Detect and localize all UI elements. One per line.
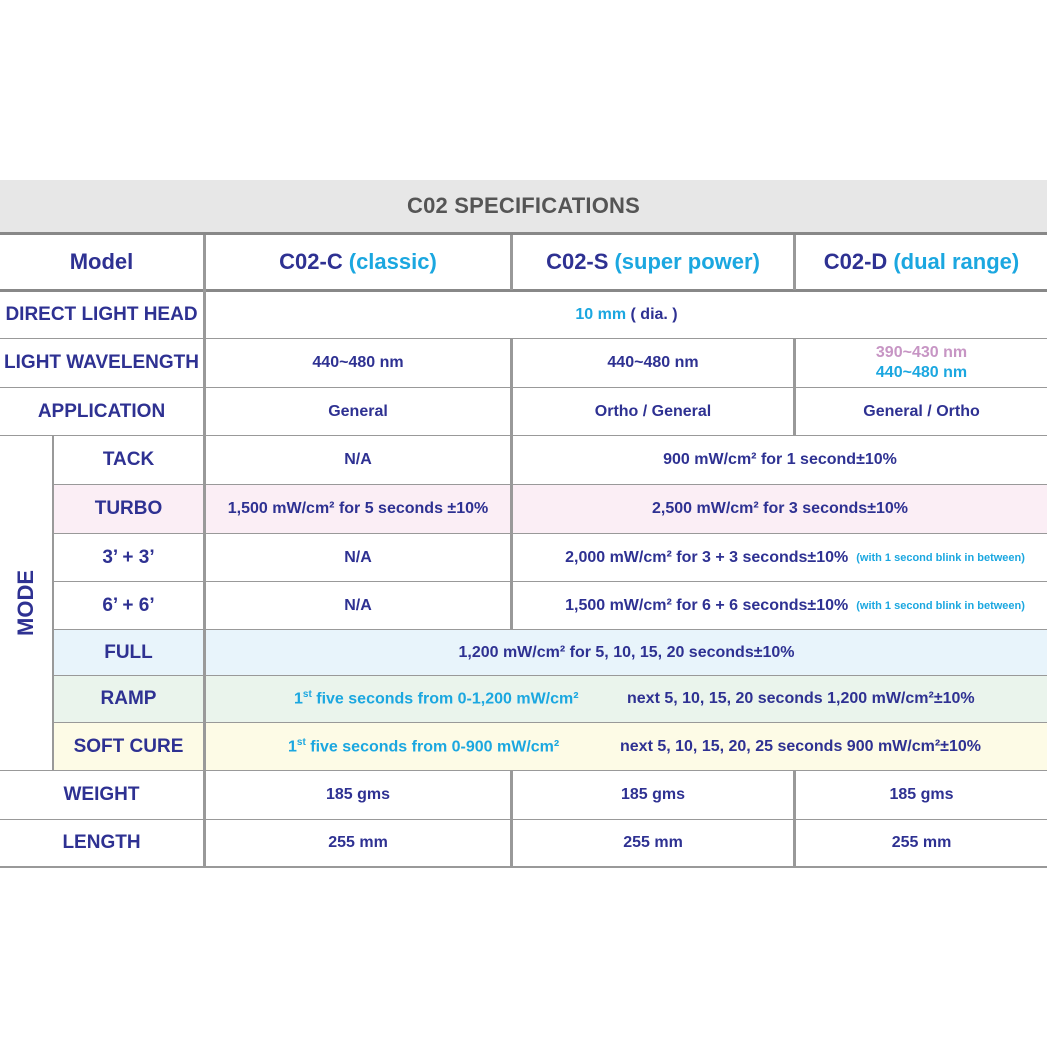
- soft-cure-first-text: five seconds from 0-900 mW/cm²: [305, 738, 560, 756]
- tack-c: N/A: [344, 451, 372, 468]
- soft-cure-first-num: 1: [288, 738, 297, 756]
- weight-label: WEIGHT: [63, 784, 140, 805]
- length-label: LENGTH: [62, 832, 141, 853]
- ramp-first-text: five seconds from 0-1,200 mW/cm²: [311, 690, 579, 708]
- mode-3-3-sd-text: 2,000 mW/cm² for 3 + 3 seconds±10%: [565, 548, 849, 566]
- c02c-sub: (classic): [348, 249, 437, 274]
- specs-title: C02 SPECIFICATIONS: [0, 180, 1047, 232]
- light-wavelength-s: 440~480 nm: [607, 354, 699, 371]
- column-header-c02c: [206, 235, 510, 289]
- length-d: 255 mm: [891, 834, 952, 851]
- soft-cure-first: [206, 723, 606, 770]
- c02c-name: C02-C: [279, 249, 343, 274]
- tack-sd: 900 mW/cm² for 1 second±10%: [663, 451, 897, 468]
- direct-light-head-suffix: ( dia. ): [630, 306, 678, 323]
- column-header-c02d: [796, 235, 1047, 289]
- mode-6-6-sd-text: 1,500 mW/cm² for 6 + 6 seconds±10%: [565, 596, 849, 614]
- mode-3-3-note: (with 1 second blink in between): [856, 551, 1025, 564]
- full-label: FULL: [104, 641, 153, 663]
- application-c: General: [328, 402, 388, 420]
- mode-6-6-note: (with 1 second blink in between): [856, 599, 1025, 612]
- light-wavelength-d-top: 390~430 nm: [875, 344, 968, 361]
- tack-label: TACK: [102, 449, 155, 470]
- ramp-first-num: 1: [294, 690, 303, 708]
- light-wavelength-c: 440~480 nm: [312, 354, 404, 371]
- c02s-sub: (super power): [614, 249, 760, 274]
- application-d: General / Ortho: [863, 402, 980, 420]
- c02s-name: C02-S: [546, 249, 609, 274]
- light-wavelength-label: LIGHT WAVELENGTH: [4, 352, 199, 373]
- soft-cure-next: next 5, 10, 15, 20, 25 seconds 900 mW/cm²±10%: [620, 737, 981, 755]
- mode-label-text: MODE: [13, 570, 38, 636]
- model-header: Model: [69, 249, 134, 274]
- turbo-c: 1,500 mW/cm² for 5 seconds ±10%: [227, 500, 489, 517]
- application-label: APPLICATION: [37, 400, 166, 422]
- direct-light-head-label: DIRECT LIGHT HEAD: [5, 304, 198, 325]
- application-s: Ortho / General: [594, 402, 712, 420]
- mode-3-3-sd: [513, 534, 1047, 581]
- light-wavelength-d: [796, 339, 1047, 387]
- mode-3-3-c: N/A: [344, 548, 372, 566]
- mode-6-6-label: 6’ + 6’: [102, 594, 155, 616]
- soft-cure-label: SOFT CURE: [73, 735, 184, 757]
- mode-6-6-sd: [513, 582, 1047, 629]
- ramp-first: [206, 676, 606, 722]
- ramp-first-sup: st: [302, 689, 312, 701]
- ramp-label: RAMP: [100, 688, 157, 709]
- mode-6-6-c: N/A: [344, 596, 372, 614]
- column-header-c02s: [513, 235, 793, 289]
- weight-c: 185 gms: [325, 786, 391, 803]
- c02d-sub: (dual range): [893, 249, 1020, 274]
- weight-s: 185 gms: [620, 786, 686, 803]
- direct-light-head-value: [206, 292, 1047, 338]
- rule-bottom: [0, 866, 1047, 868]
- c02d-name: C02-D: [823, 249, 888, 274]
- soft-cure-first-sup: st: [296, 736, 306, 748]
- direct-light-head-size: 10 mm: [575, 306, 627, 323]
- light-wavelength-d-bottom: 440~480 nm: [875, 364, 968, 381]
- weight-d: 185 gms: [889, 786, 954, 803]
- length-c: 255 mm: [328, 834, 388, 851]
- full-value: 1,200 mW/cm² for 5, 10, 15, 20 seconds±10%: [458, 643, 795, 661]
- mode-3-3-label: 3’ + 3’: [102, 546, 155, 568]
- turbo-sd: 2,500 mW/cm² for 3 seconds±10%: [652, 500, 908, 517]
- turbo-label: TURBO: [94, 498, 163, 519]
- mode-label: [0, 436, 52, 770]
- length-s: 255 mm: [623, 834, 683, 851]
- ramp-next: next 5, 10, 15, 20 seconds 1,200 mW/cm²±10%: [627, 690, 975, 707]
